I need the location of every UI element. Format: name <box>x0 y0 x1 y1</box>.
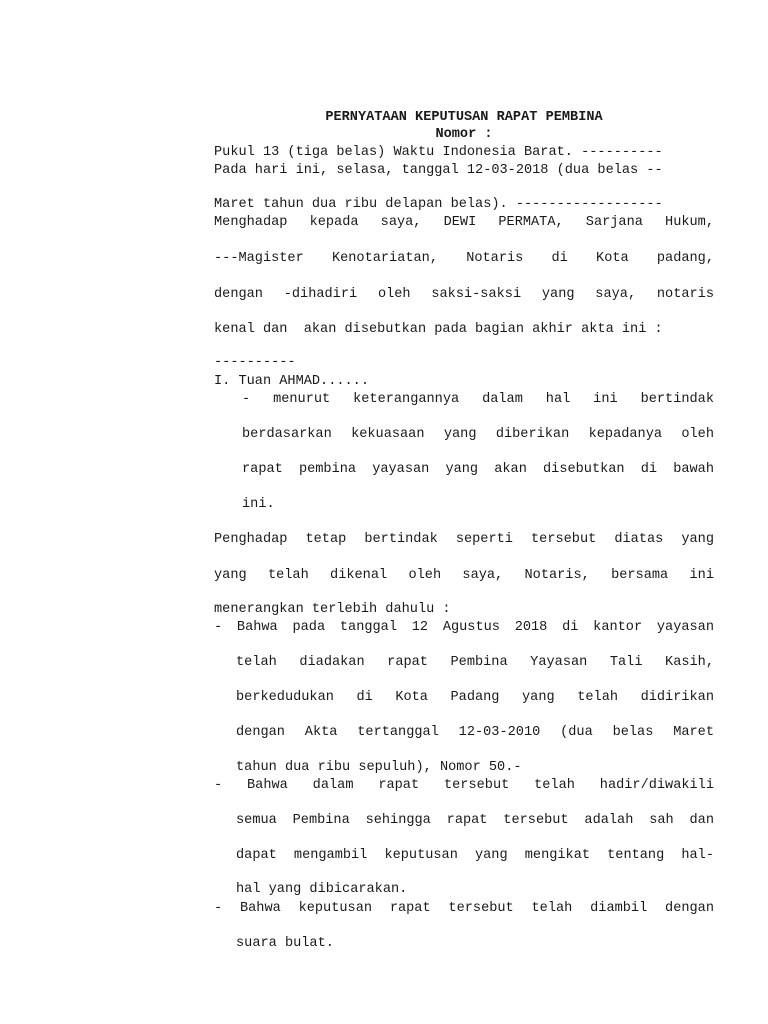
time-line: Pukul 13 (tiga belas) Waktu Indonesia Barat. ---------- <box>214 145 663 160</box>
item1-line-5: tahun dua ribu sepuluh), Nomor 50.- <box>236 760 522 775</box>
party-desc-3: rapat pembina yayasan yang akan disebutkan di bawah <box>242 462 714 477</box>
statement-line-1: Penghadap tetap bertindak seperti tersebut diatas yang <box>214 532 714 547</box>
item2-line-1: - Bahwa dalam rapat tersebut telah hadir/diwakili <box>214 778 714 793</box>
statement-line-2: yang telah dikenal oleh saya, Notaris, bersama ini <box>214 568 714 583</box>
appear-line-3: dengan -dihadiri oleh saksi-saksi yang saya, notaris <box>214 287 714 302</box>
item2-line-2: semua Pembina sehingga rapat tersebut adalah sah dan <box>236 813 714 828</box>
appear-line-5: ---------- <box>214 355 296 370</box>
date-line-1: Pada hari ini, selasa, tanggal 12-03-2018 (dua belas -- <box>214 163 663 178</box>
item3-line-1: - Bahwa keputusan rapat tersebut telah diambil dengan <box>214 901 714 916</box>
item1-line-3: berkedudukan di Kota Padang yang telah didirikan <box>236 690 714 705</box>
item3-line-2: suara bulat. <box>236 936 334 951</box>
party-desc-2: berdasarkan kekuasaan yang diberikan kepadanya oleh <box>242 427 714 442</box>
party-desc-4: ini. <box>242 497 275 512</box>
item2-line-3: dapat mengambil keputusan yang mengikat tentang hal- <box>236 848 714 863</box>
item2-line-4: hal yang dibicarakan. <box>236 882 408 897</box>
date-line-2: Maret tahun dua ribu delapan belas). ------------------ <box>214 197 663 212</box>
party-line: I. Tuan AHMAD...... <box>214 374 369 389</box>
statement-line-3: menerangkan terlebih dahulu : <box>214 602 451 617</box>
document-title: PERNYATAAN KEPUTUSAN RAPAT PEMBINA <box>325 110 603 125</box>
appear-line-2: ---Magister Kenotariatan, Notaris di Kota padang, <box>214 251 714 266</box>
item1-line-4: dengan Akta tertanggal 12-03-2010 (dua belas Maret <box>236 725 714 740</box>
appear-line-1: Menghadap kepada saya, DEWI PERMATA, Sarjana Hukum, <box>214 215 714 230</box>
item1-line-2: telah diadakan rapat Pembina Yayasan Tali Kasih, <box>236 655 714 670</box>
item1-line-1: - Bahwa pada tanggal 12 Agustus 2018 di kantor yayasan <box>214 620 714 635</box>
document-number-label: Nomor : <box>435 127 493 142</box>
party-desc-1: - menurut keterangannya dalam hal ini bertindak <box>242 392 714 407</box>
appear-line-4: kenal dan akan disebutkan pada bagian akhir akta ini : <box>214 322 663 337</box>
